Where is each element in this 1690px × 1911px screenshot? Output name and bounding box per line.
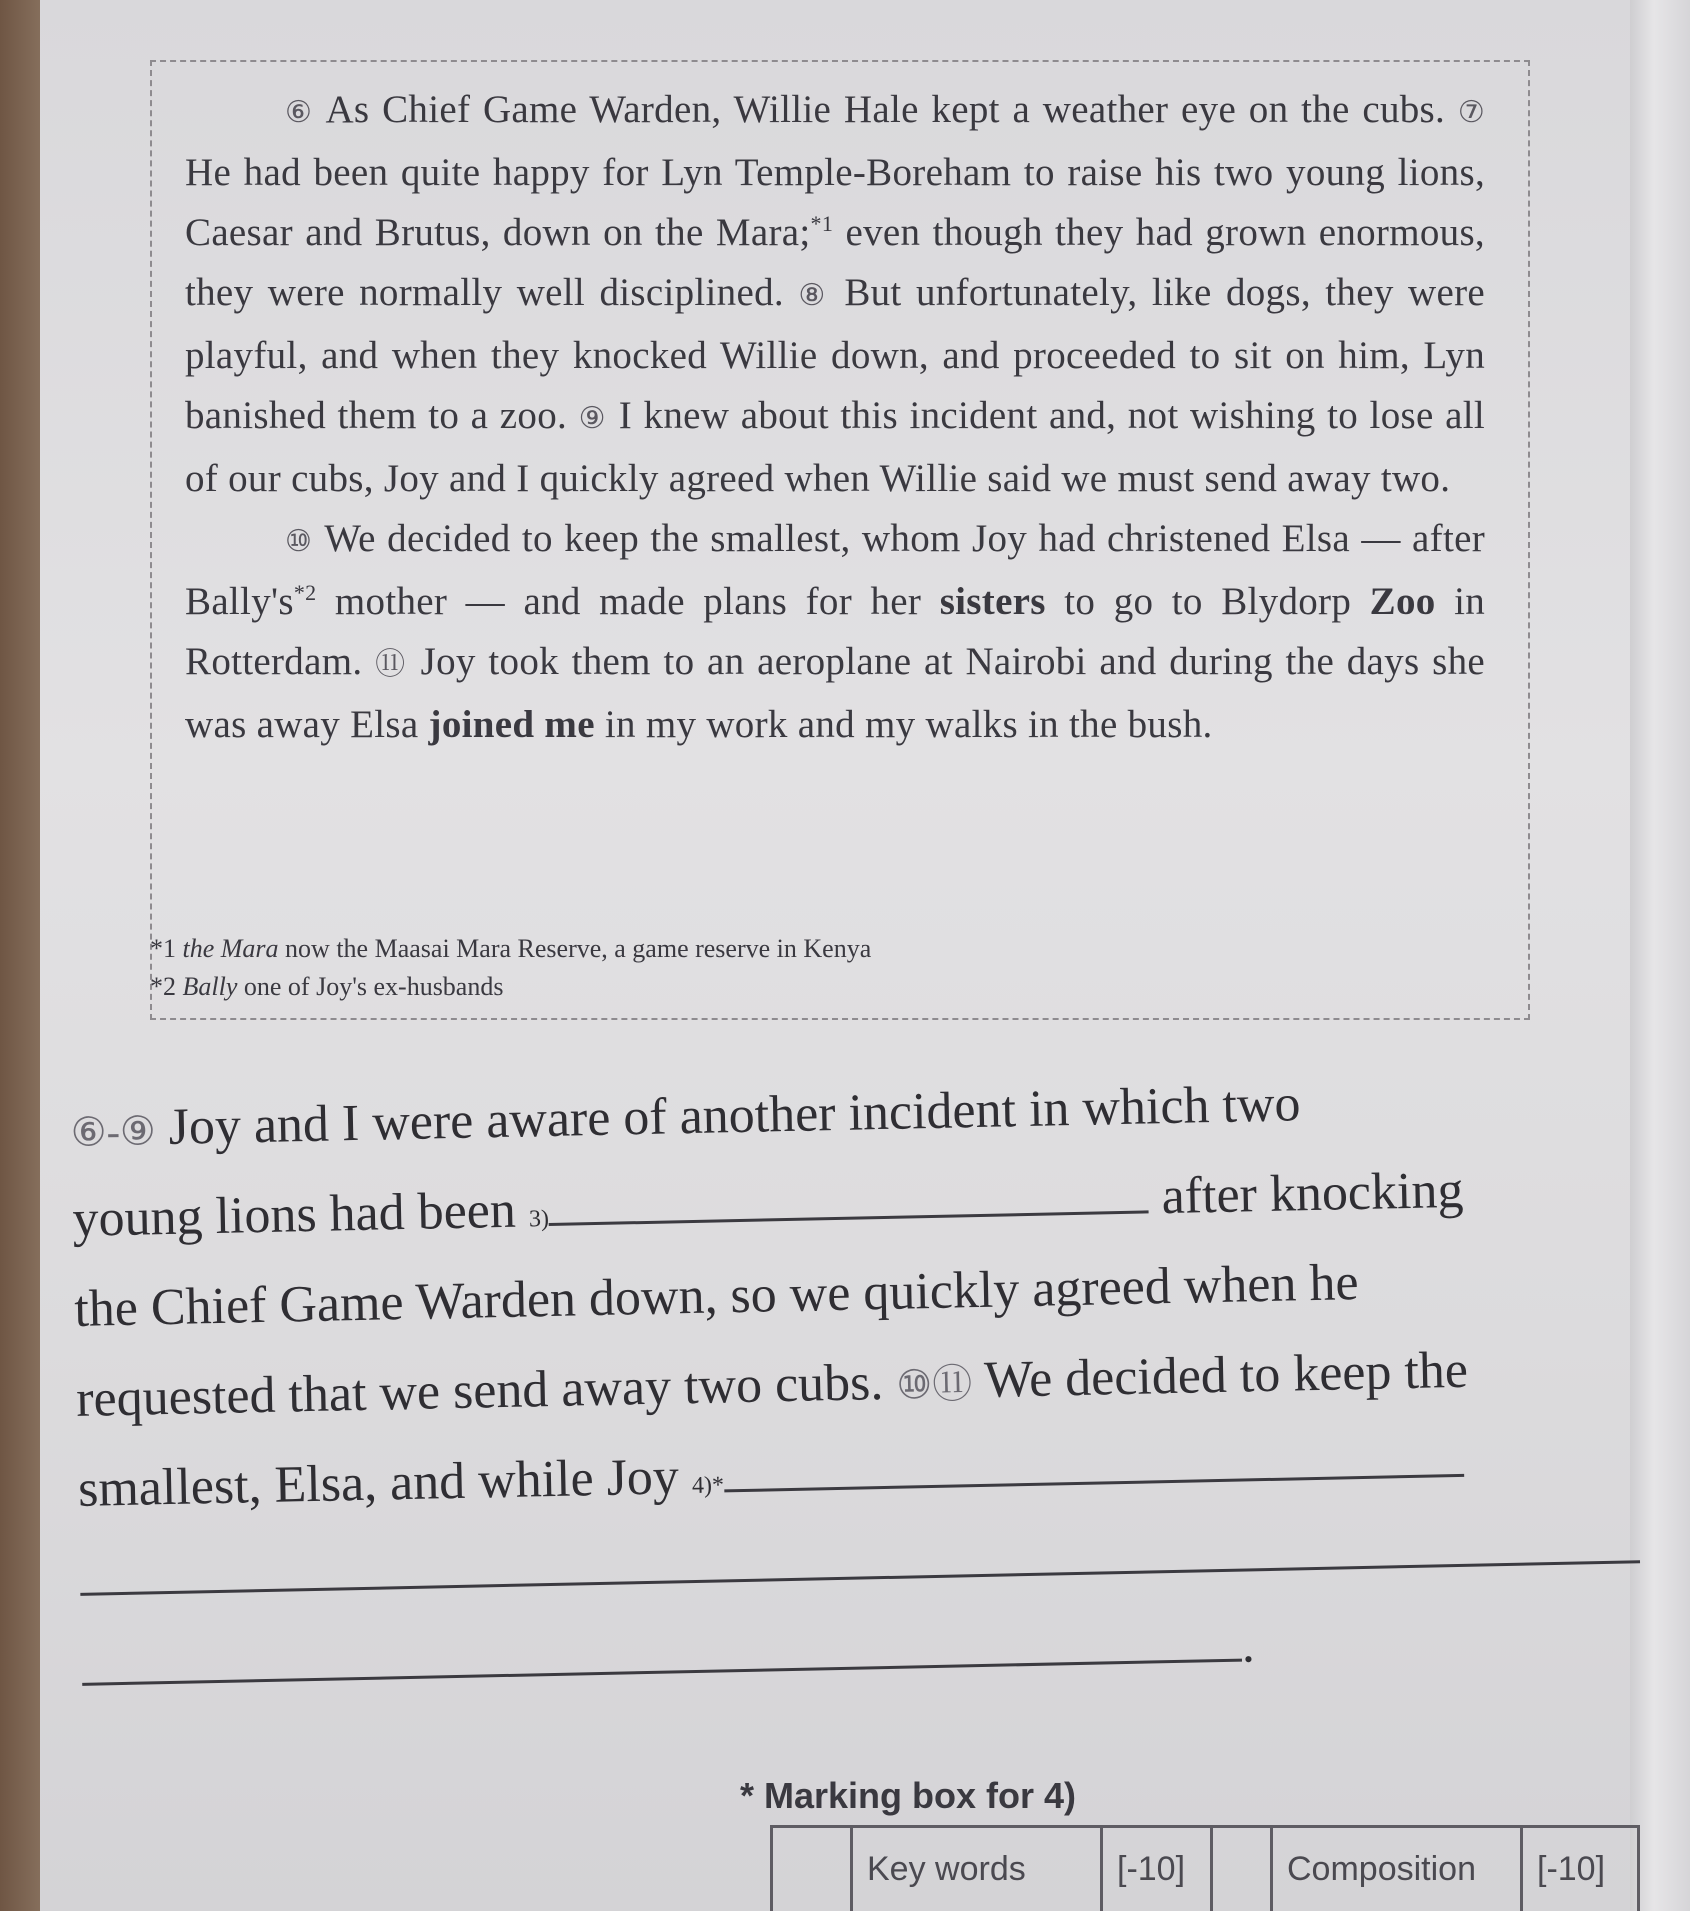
sentence-9: I knew about this incident and, not wishing to lose all of our cubs, Joy and I quickly agreed when Willie said we must send away two. <box>185 394 1485 500</box>
sentence-number: ⑨ <box>578 402 608 435</box>
key-words-label <box>853 1828 1103 1911</box>
sentence-range: ⑩⑪ <box>895 1361 973 1408</box>
key-words-points <box>1103 1828 1213 1911</box>
summary-text: requested that we send away two cubs. <box>75 1354 884 1428</box>
answer-blank-4[interactable] <box>724 1454 1464 1492</box>
passage-paragraph-2 <box>185 509 1485 755</box>
sentence-number: ⑪ <box>375 648 408 681</box>
passage-paragraph-1 <box>185 80 1485 509</box>
sentence-7b: even though they had grown enormous, they were normally well disciplined. <box>185 211 1485 314</box>
footnote-marker: *1 <box>810 211 834 236</box>
footnote-2 <box>150 968 871 1006</box>
summary-text: young lions had been <box>71 1181 517 1248</box>
sentence-6: As Chief Game Warden, Willie Hale kept a weather eye on the cubs. <box>325 88 1446 131</box>
sentence-10d: in Rotterdam. <box>185 580 1485 683</box>
sentence-11a: Joy took them to an aeroplane at Nairobi and during the days she was away Elsa <box>185 640 1485 746</box>
footnote-mark: *1 <box>150 934 176 963</box>
answer-blank-4-end[interactable] <box>82 1639 1242 1686</box>
passage-text <box>185 80 1485 755</box>
sentence-range: ⑥-⑨ <box>70 1108 157 1155</box>
sentence-number: ⑦ <box>1457 96 1486 129</box>
composition-points-text: [-10] <box>1537 1850 1606 1888</box>
marking-box <box>770 1825 1640 1911</box>
sentence-number: ⑩ <box>285 525 314 558</box>
key-words-text: Key words <box>867 1850 1026 1888</box>
summary-text: We decided to keep the <box>983 1341 1469 1409</box>
sentence-8: But unfortunately, like dogs, they were playful, and when they knocked Willie down, and proceeded to sit on him, Lyn banished them to a zoo. <box>185 271 1485 437</box>
sentence-number: ⑥ <box>285 96 315 129</box>
footnote-term: Bally <box>182 972 238 1001</box>
bold-word: Zoo <box>1369 580 1436 623</box>
sentence-number: ⑧ <box>798 279 830 312</box>
answer-blank-3[interactable] <box>549 1190 1149 1226</box>
sentence-10b: mother — and made plans for her <box>334 580 922 623</box>
sentence-10c: to go to Blydorp <box>1064 580 1352 623</box>
footnote-term: the Mara <box>182 934 279 963</box>
bold-word: sisters <box>939 580 1046 623</box>
summary-text: the Chief Game Warden down, so we quickly agreed when he <box>73 1254 1360 1338</box>
end-period: . <box>1241 1616 1256 1674</box>
summary-exercise <box>70 1068 1603 1730</box>
summary-text: after knocking <box>1161 1161 1464 1226</box>
sentence-7a: He had been quite happy for Lyn Temple-Boreham to raise his two young lions, Caesar and Brutus, down on the Mara; <box>185 151 1485 254</box>
footnote-marker: *2 <box>293 580 317 605</box>
page-edge <box>1630 0 1690 1911</box>
marking-check-cell[interactable] <box>773 1828 853 1911</box>
composition-points <box>1523 1828 1633 1911</box>
sentence-11b: in my work and my walks in the bush. <box>604 703 1213 746</box>
key-words-score-cell[interactable] <box>1213 1828 1273 1911</box>
composition-text: Composition <box>1287 1850 1476 1888</box>
composition-label <box>1273 1828 1523 1911</box>
key-words-points-text: [-10] <box>1117 1850 1186 1888</box>
marking-box-note: * Marking box for 4) <box>740 1775 1077 1816</box>
summary-text: smallest, Elsa, and while Joy <box>77 1448 680 1518</box>
blank-label: 4)* <box>691 1472 725 1500</box>
footnote-text: now the Maasai Mara Reserve, a game reserve in Kenya <box>285 934 872 963</box>
footnote-1 <box>150 930 871 968</box>
blank-label: 3) <box>528 1205 550 1233</box>
sentence-10a: We decided to keep the smallest, whom Joy had christened Elsa — after Bally's <box>185 517 1485 623</box>
bold-phrase: joined me <box>428 703 595 746</box>
answer-blank-4-continued[interactable] <box>80 1540 1640 1596</box>
summary-text: Joy and I were aware of another incident in which two <box>168 1075 1302 1156</box>
footnote-text: one of Joy's ex-husbands <box>243 972 504 1001</box>
footnote-mark: *2 <box>150 972 176 1001</box>
footnotes <box>150 930 871 1006</box>
